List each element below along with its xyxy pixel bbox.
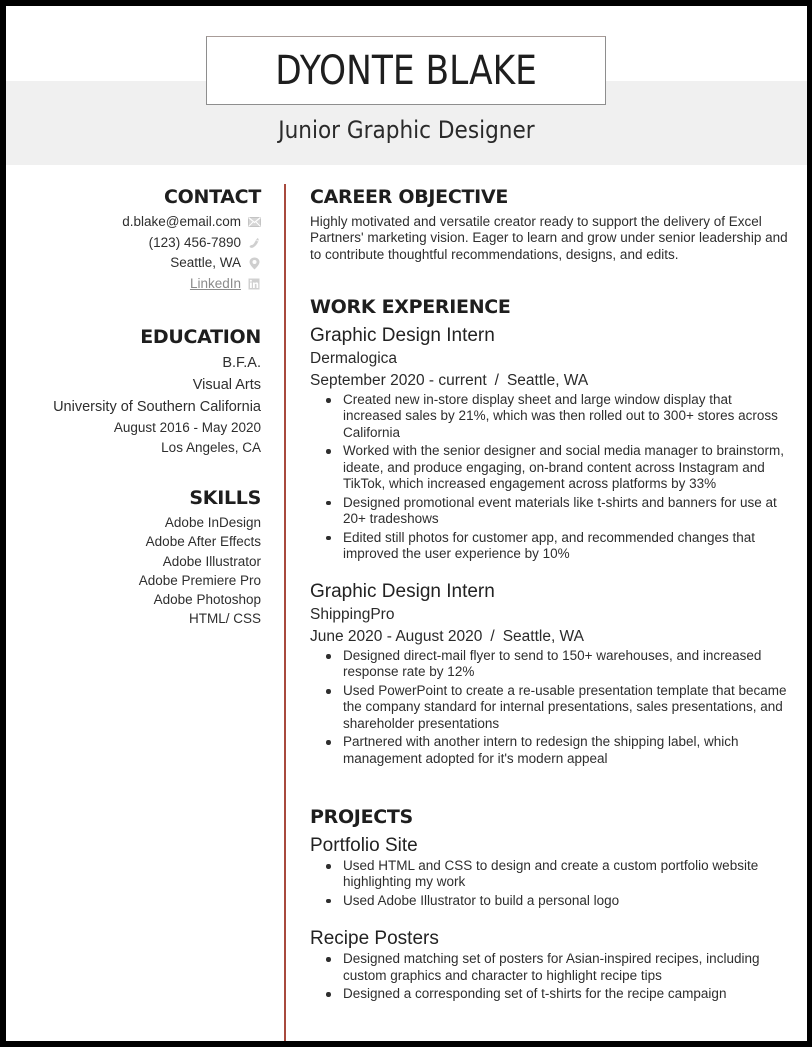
- contact-heading: CONTACT: [164, 186, 261, 208]
- bullet-item: Created new in-store display sheet and large window display that increased sales by 21%, which was then rolled out to 300+ stores across California: [326, 392, 790, 441]
- linkedin-icon: [247, 277, 261, 291]
- projects-heading: PROJECTS: [310, 806, 413, 828]
- phone-text[interactable]: (123) 456-7890: [148, 234, 241, 250]
- job-location: Seattle, WA: [502, 628, 584, 646]
- objective-text: Highly motivated and versatile creator ready to support the delivery of Excel Partners' marketing vision. Eager to learn and grow under senior leadership and to contribute thoughtful recommendations, designs, and edits.: [310, 214, 788, 262]
- job-title: Graphic Design Intern: [310, 581, 495, 603]
- skill-item: Adobe InDesign: [164, 515, 261, 530]
- envelope-icon: [247, 215, 261, 229]
- job-bullets: [326, 648, 790, 767]
- job-company: Dermalogica: [310, 350, 398, 367]
- contact-section: [26, 184, 261, 294]
- contact-linkedin: [26, 274, 261, 295]
- experience-section: [310, 294, 790, 769]
- bullet-item: Designed a corresponding set of t-shirts for the recipe campaign: [326, 986, 790, 1002]
- bullet-item: Edited still photos for customer app, and recommended changes that improved the user experience by 10%: [326, 530, 790, 563]
- job-title: Junior Graphic Designer: [278, 116, 535, 144]
- bullet-item: Used HTML and CSS to design and create a custom portfolio website highlighting my work: [326, 858, 790, 891]
- skill-item: Adobe Premiere Pro: [138, 572, 261, 588]
- name-box: [206, 36, 606, 105]
- job-dates: September 2020 - current: [310, 372, 487, 389]
- education-degree: B.F.A.: [222, 355, 261, 371]
- bullet-item: Designed direct-mail flyer to send to 150+ warehouses, and increased response rate by 12%: [326, 648, 790, 681]
- candidate-name: DYONTE BLAKE: [275, 47, 537, 94]
- education-location: Los Angeles, CA: [161, 440, 261, 455]
- bullet-item: Designed promotional event materials like t-shirts and banners for use at 20+ tradeshows: [326, 495, 790, 528]
- job-location: Seattle, WA: [506, 372, 589, 389]
- phone-icon: [247, 236, 261, 250]
- project-entry: [310, 927, 790, 1002]
- job-dates-location: [310, 370, 790, 392]
- job-bullets: [326, 392, 790, 562]
- separator: /: [494, 372, 499, 389]
- bullet-item: Used Adobe Illustrator to build a personal logo: [326, 893, 790, 909]
- project-title: Portfolio Site: [310, 835, 418, 856]
- bullet-item: Worked with the senior designer and social media manager to brainstorm, ideate, and produce engaging, on-brand content across Instagram and TikTok, which increased engagement across platforms by 33%: [326, 443, 790, 492]
- job-dates: June 2020 - August 2020: [310, 628, 483, 646]
- experience-heading: WORK EXPERIENCE: [310, 296, 511, 318]
- skill-item: Adobe After Effects: [145, 534, 261, 550]
- contact-phone: [26, 233, 261, 254]
- project-bullets: [326, 858, 790, 909]
- job-company: ShippingPro: [310, 606, 395, 624]
- education-school: University of Southern California: [53, 399, 261, 415]
- projects-section: [310, 804, 790, 1005]
- column-divider: [284, 184, 286, 1041]
- job-entry: [310, 324, 790, 562]
- job-title: Graphic Design Intern: [310, 325, 495, 346]
- skill-item: HTML/ CSS: [188, 611, 261, 627]
- project-entry: [310, 834, 790, 909]
- skill-item: Adobe Illustrator: [162, 553, 261, 569]
- project-bullets: [326, 951, 790, 1002]
- email-text[interactable]: d.blake@email.com: [122, 214, 241, 229]
- resume-page: [6, 6, 807, 1041]
- skills-heading: SKILLS: [189, 487, 261, 509]
- location-text: Seattle, WA: [170, 255, 241, 270]
- contact-email: [26, 212, 261, 233]
- education-field: Visual Arts: [192, 377, 261, 393]
- separator: /: [490, 628, 495, 646]
- education-heading: EDUCATION: [140, 326, 261, 348]
- skills-section: [26, 485, 261, 629]
- job-entry: [310, 580, 790, 767]
- bullet-item: Partnered with another intern to redesign the shipping label, which management adopted for it's modern appeal: [326, 734, 790, 767]
- objective-heading: CAREER OBJECTIVE: [310, 186, 509, 208]
- education-dates: August 2016 - May 2020: [113, 420, 261, 435]
- job-dates-location: [310, 626, 790, 648]
- linkedin-link[interactable]: LinkedIn: [189, 275, 241, 291]
- bullet-item: Used PowerPoint to create a re-usable presentation template that became the company standard for internal presentations, sales presentations, and shareholder presentations: [326, 683, 790, 732]
- education-section: [6, 324, 261, 458]
- contact-location: [26, 253, 261, 274]
- map-pin-icon: [247, 256, 261, 270]
- bullet-item: Designed matching set of posters for Asian-inspired recipes, including custom graphics and character to highlight recipe tips: [326, 951, 790, 984]
- skill-item: Adobe Photoshop: [153, 592, 261, 608]
- objective-section: [310, 184, 790, 263]
- project-title: Recipe Posters: [310, 928, 439, 950]
